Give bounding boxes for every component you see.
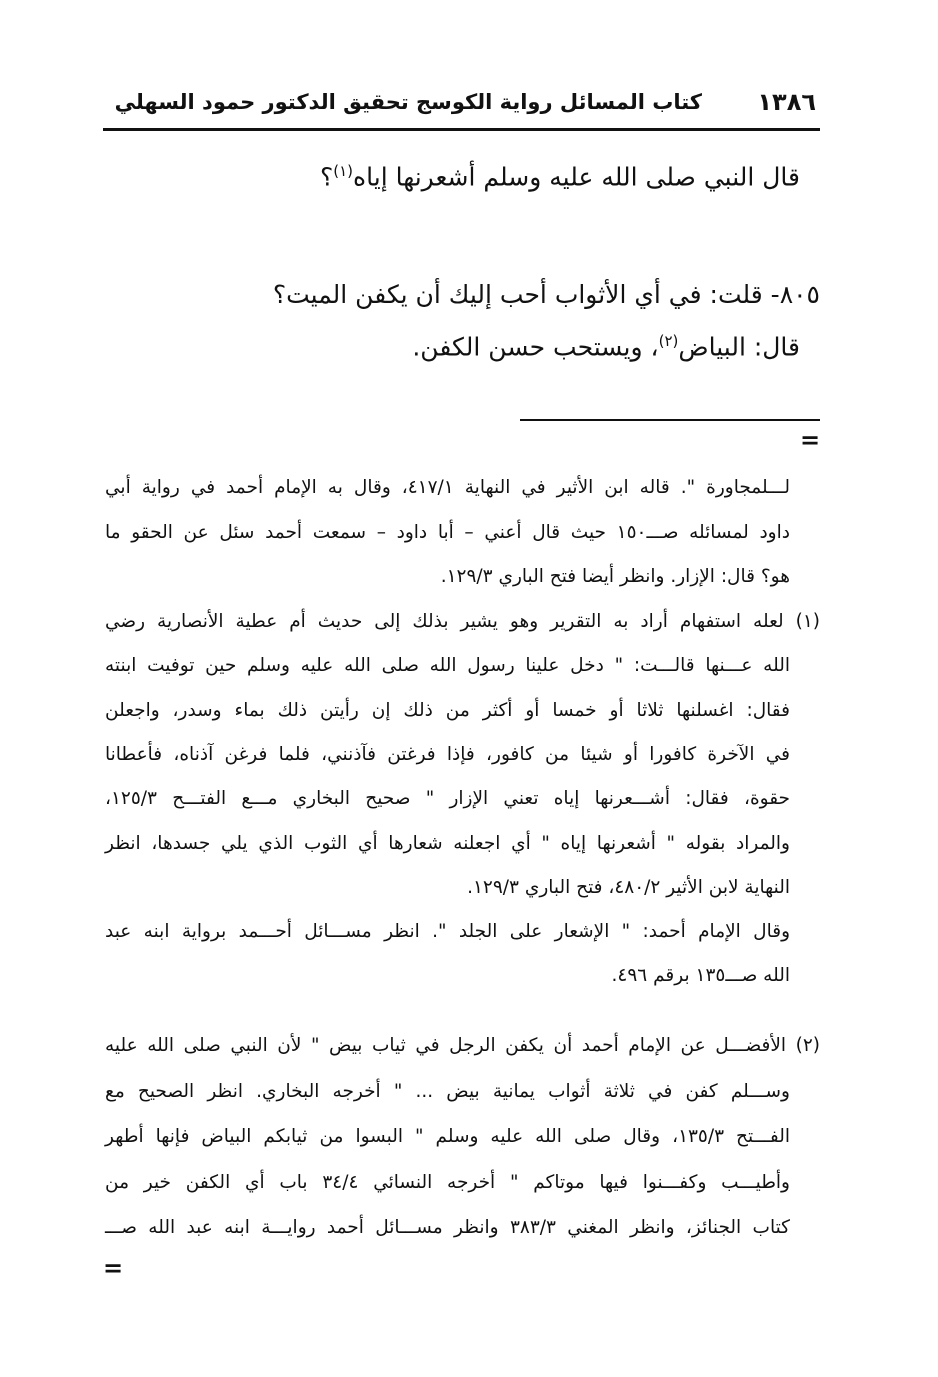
footnote-separator xyxy=(520,419,820,421)
running-title: كتاب المسائل رواية الكوسج تحقيق الدكتور حمود السهلي xyxy=(114,90,702,114)
main-text-line xyxy=(320,162,800,191)
footnote-carryover-line: داود لمسائله صـــ١٥٠ حيث قال أعني – أبا داود – سمعت أحمد سئل عن الحقو ما xyxy=(105,521,790,543)
fn2-line: وســـلم كفن في ثلاثة أثواب يمانية بيض ... " أخرجه البخاري. انظر الصحيح مع xyxy=(105,1080,790,1102)
main-text: قال النبي صلى الله عليه وسلم أشعرنها إياه xyxy=(353,162,800,192)
fn2-line: (٢) الأفضـــل عن الإمام أحمد أن يكفن الرجل في ثياب بيض " لأن النبي صلى الله عليه xyxy=(105,1035,820,1056)
footnote-carryover-line: هو؟ قال: الإزار. وانظر أيضا فتح الباري ١٢٩/٣. xyxy=(440,566,790,587)
fn2-line: الفـــتح ١٣٥/٣، وقال صلى الله عليه وسلم " البسوا من ثيابكم البياض فإنها أطهر xyxy=(105,1126,790,1147)
continuation-marker: = xyxy=(800,426,821,454)
answer-text: قال: البياض xyxy=(678,332,800,362)
continuation-marker-bottom: = xyxy=(103,1254,124,1282)
fn1-line: الله صـــ١٣٥ برقم ٤٩٦. xyxy=(611,965,790,987)
fn1-line: (١) لعله استفهام أراد به التقرير وهو يشير بذلك إلى حديث أم عطية الأنصارية رضي xyxy=(105,611,820,632)
fn1-line: الله عـــنها قالـــت: " دخل علينا رسول الله صلى الله عليه وسلم حين توفيت ابنته xyxy=(105,655,790,677)
fn1-line: فقال: اغسلنها ثلاثا أو خمسا أو أكثر من ذلك إن رأيتن ذلك بماء وسدر، واجعلن xyxy=(105,699,790,721)
fn1-line: حقوة، فقال: أشـــعرنها إياه تعني الإزار " صحيح البخاري مـــع الفتـــح ١٢٥/٣، xyxy=(105,788,790,810)
fn2-line: كتاب الجنائز، وانظر المغني ٣٨٣/٣ وانظر مســـائل أحمد روايـــة ابنه عبد الله صـــ xyxy=(105,1217,790,1238)
footnote-carryover-line: لـــلمجاورة ". قاله ابن الأثير في النهاية ٤١٧/١، وقال به الإمام أحمد في رواية أبي xyxy=(105,477,790,498)
header-rule xyxy=(103,128,820,131)
question-mark: ؟ xyxy=(319,162,334,192)
answer-text-end: ، ويستحب حسن الكفن. xyxy=(412,332,659,362)
page-number: ١٣٨٦ xyxy=(757,88,816,116)
fn1-line: في الآخرة كافورا أو شيئا من كافور، فإذا فرغتن فآذنني، فلما فرغن آذناه، فأعطانا xyxy=(105,743,790,765)
running-header xyxy=(103,88,820,124)
fn1-line: والمراد بقوله " أشعرنها إياه " أي اجعلنه شعارها أي الثوب الذي يلي جسدها، انظر xyxy=(105,832,790,854)
answer-line xyxy=(412,332,800,361)
question-805: ٨٠٥- قلت: في أي الأثواب أحب إليك أن يكفن الميت؟ xyxy=(272,280,820,309)
footnote-ref-2[interactable]: (٢) xyxy=(658,332,679,350)
fn1-line: وقال الإمام أحمد: " الإشعار على الجلد ". انظر مســـائل أحـــمد برواية ابنه عبد xyxy=(105,921,790,943)
fn1-line: النهاية لابن الأثير ٤٨٠/٢، فتح الباري ١٢٩/٣. xyxy=(467,876,790,898)
footnote-ref-1[interactable]: (١) xyxy=(333,162,354,180)
fn2-line: وأطيـــب وكفـــنوا فيها موتاكم " أخرجه النسائي ٣٤/٤ باب أي الكفن خير من xyxy=(105,1171,790,1193)
